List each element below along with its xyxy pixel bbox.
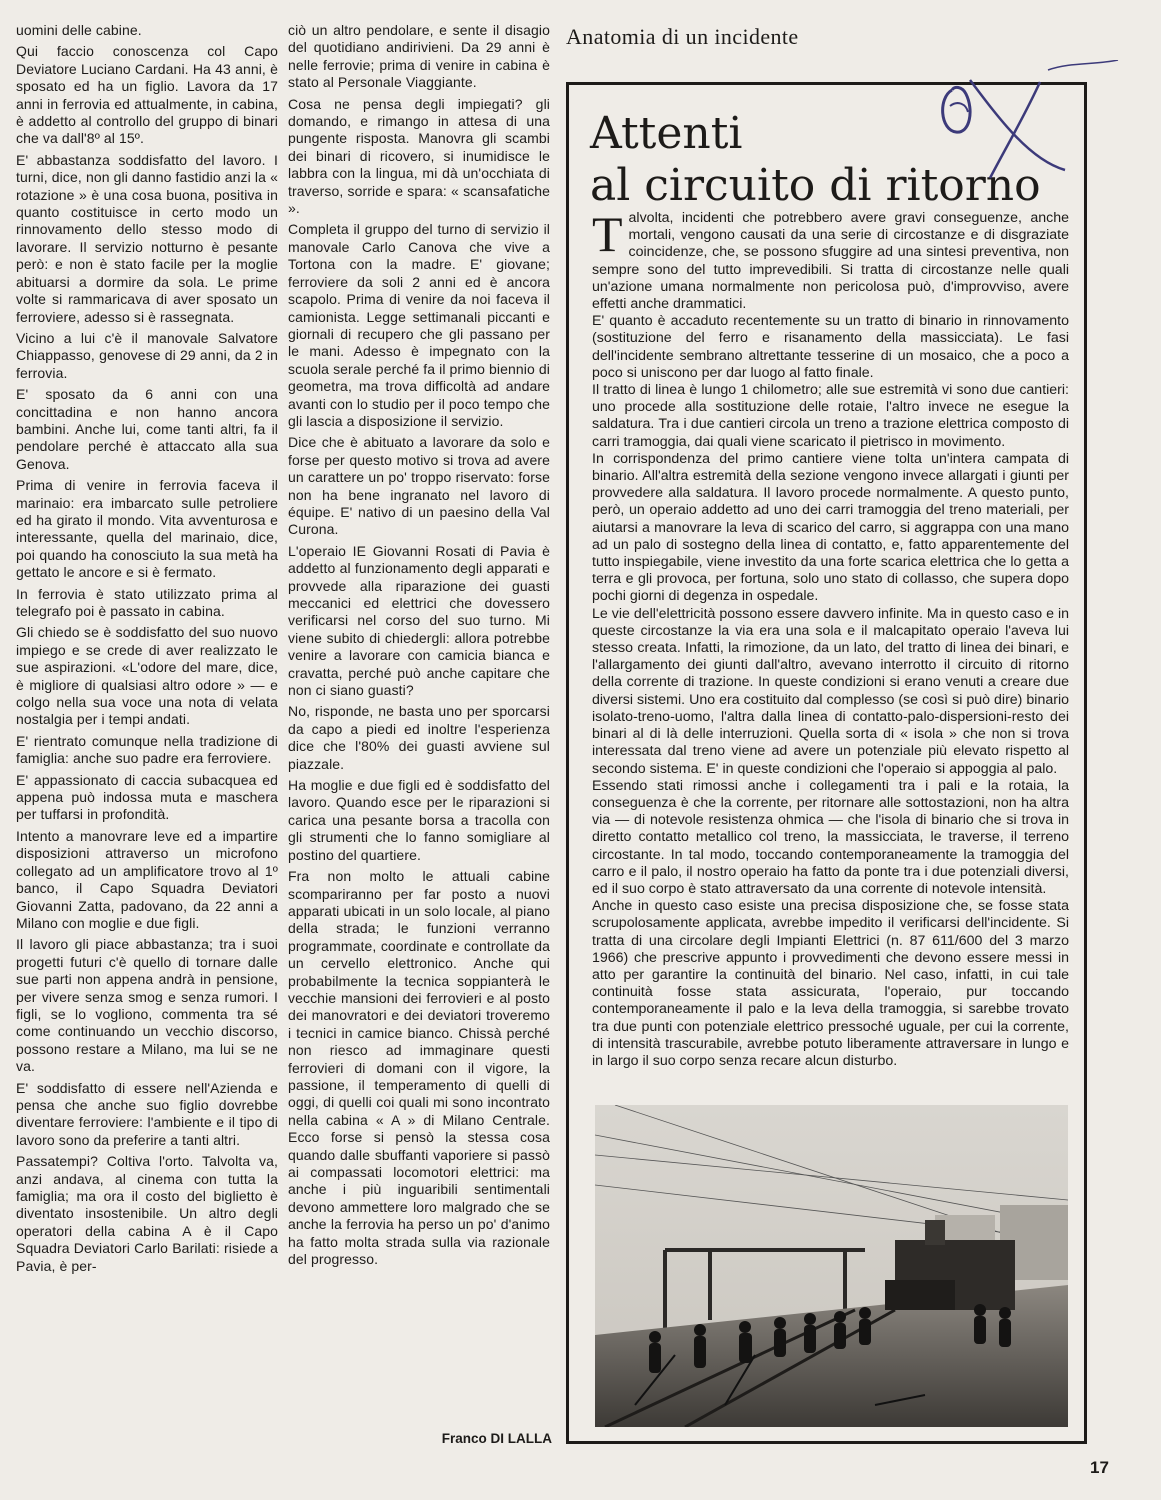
article-paragraph: Il tratto di linea è lungo 1 chilometro; alle sue estremità vi sono due cantieri: uno procede alla sostituzione delle rotaie, l'altro invece ne esegue la saldatura. Tra i due cantieri circola un treno a trazione elettrica composto di carri tramoggia, dai quali viene scaricato il pietrisco in movimento. [592,382,1069,450]
body-paragraph: Prima di venire in ferrovia faceva il marinaio: era imbarcato sulle petroliere ed ha girato il mondo. Vita avventurosa e interessante, quella del marinaio, dice, poi quando ha conosciuto la sua metà ha gettato le ancore e si è fermato. [16,477,278,581]
article-paragraph: E' quanto è accaduto recentemente su un tratto di binario in rinnovamento (sostituzione del ferro e risanamento della massicciata). Le fasi dell'incidente sembrano altrettante tesserine di un mosaico, che a poco a poco si uniscono per dar luogo al fatto finale. [592,313,1069,381]
body-paragraph: L'operaio IE Giovanni Rosati di Pavia è addetto al funzionamento degli apparati e provvede alla riparazione dei guasti meccanici ed elettrici che dovessero verificarsi nel corso del suo turno. Mi viene subito di chiedergli: allora potrebbe venire a lavorare con camicia bianca e cravatta, perché può anche capitare che non ci siano guasti? [288,542,550,699]
body-paragraph: Qui faccio conoscenza col Capo Deviatore Luciano Cardani. Ha 43 anni, è sposato ed ha un figlio. Lavora da 17 anni in ferrovia ed attualmente, in cabina, è addetto al controllo del gruppo di binari che va dall'8º al 15º. [16,43,278,147]
text-column-2 [288,22,550,1272]
headline-line-1: Attenti [590,108,743,159]
body-paragraph: E' rientrato comunque nella tradizione di famiglia: anche suo padre era ferroviere. [16,732,278,767]
article-paragraph: In corrispondenza del primo cantiere viene tolta un'intera campata di binario. All'altra estremità della sezione vengono invece allargati i giunti per provvedere alla saldatura. Il lavoro procede normalmente. A questo punto, però, un operaio addetto ad uno dei carri tramoggia del treno materiali, per aiutarsi a manovrare la leva di scarico del carro, si aggrappa con una mano ad un palo di sostegno della linea di contatto, e, fatto apparentemente del tutto inspiegabile, viene investito da una forte scarica elettrica che lo getta a terra e gli provoca, per fortuna, solo uno stato di collasso, che supera dopo pochi giorni di degenza in ospedale. [592,450,1069,605]
handwritten-mark [930,60,1120,180]
body-paragraph: Intento a manovrare leve ed a impartire disposizioni attraverso un microfono collegato ad un amplificatore trovo al 1º banco, il Capo Squadra Deviatori Giovanni Zatta, padovano, da 22 anni a Milano con moglie e due figli. [16,827,278,931]
body-paragraph: Fra non molto le attuali cabine scompariranno per far posto a nuovi apparati ubicati in un solo locale, al piano della strada; le funzioni verranno programmate, coordinate e controllate da un cervello elettronico. Anche qui probabilmente la tecnica soppianterà le vecchie mansioni dei ferrovieri e al posto dei manovratori e dei deviatori troveremo i tecnici in camice bianco. Chissà perché non riesco ad immaginare questi ferrovieri di domani con il vigore, la passione, il temperamento di quelli di oggi, di quelli coi quali mi sono incontrato nella cabina « A » di Milano Centrale. Ecco forse si pensò la stessa cosa quando dalle sbuffanti vaporiere si passò ai compassati locomotori elettrici: ma anche i più inguaribili sentimentali devono ammettere loro malgrado che se anche la ferrovia ha perso un po' d'animo ha fatto molta strada sulla via razionale del progresso. [288,868,550,1268]
body-paragraph: Il lavoro gli piace abbastanza; tra i suoi progetti futuri c'è quello di tornare dalle sue parti non appena andrà in pensione, per vivere senza smog e senza rumori. I figli, se lo vogliono, commenta tra sé come continuando un vecchio discorso, possono restare a Milano, ma lui se ne va. [16,936,278,1075]
byline: Franco DI LALLA [441,1431,552,1446]
photo-track-workers [595,1105,1068,1427]
svg-text:0: 0 [952,126,953,127]
body-paragraph: No, risponde, ne basta uno per sporcarsi da capo a piedi ed inoltre l'esperienza dice che l'80% dei guasti avviene sul piazzale. [288,703,550,772]
drop-cap: T [592,206,623,262]
body-paragraph: Dice che è abituato a lavorare da solo e forse per questo motivo si trova ad avere un carattere un po' troppo riservato: forse non ha bene ingranato nel lavoro di équipe. E' nativo di un paesino della Val Curona. [288,434,550,538]
body-paragraph: Passatempi? Coltiva l'orto. Talvolta va, anzi andava, al cinema con tutta la famiglia; ma ora il costo del biglietto è diventato insostenibile. Un altro degli operatori della cabina A è il Capo Squadra Deviatori Carlo Barilati: risiede a Pavia, è per- [16,1153,278,1274]
article-paragraph: Anche in questo caso esiste una precisa disposizione che, se fosse stata scrupolosamente applicata, avrebbe impedito il verificarsi dell'incidente. Si tratta di una circolare degli Impianti Elettrici (n. 87 611/600 del 3 marzo 1966) che prescrive appunto i provvedimenti che devono essere messi in atto per garantire la continuità del binario. Nel caso, infatti, in cui tale continuità fosse stata assicurata, l'operaio, pur toccando contemporaneamente il palo e la leva della tramoggia, si sarebbe trovato tra due punti con potenziale elettrico pressoché uguale, per cui la corrente, di intensità trascurabile, avrebbe potuto liberamente attraversare in lungo e in largo il suo corpo senza recare alcun disturbo. [592,898,1069,1069]
article-lead: alvolta, incidenti che potrebbero avere gravi conseguenze, anche mortali, vengono causati da una serie di circostanze e di disgraziate coincidenze, che, se possono sfuggire ad una sintesi preventiva, non sempre sono del tutto imprevedibili. Si tratta di circostanze nelle quali un'azione umana normalmente non pericolosa può, d'improvviso, avere effetti anche drammatici. [592,210,1069,313]
body-paragraph: Cosa ne pensa degli impiegati? gli domando, e rimango in attesa di una pungente risposta. Manovra gli scambi dei binari di ricovero, si inumidisce le labbra con la lingua, mi dà un'occhiata di traverso, sorride e spara: « scansafatiche ». [288,95,550,217]
body-paragraph: E' soddisfatto di essere nell'Azienda e pensa che anche suo figlio dovrebbe diventare ferroviere: l'ambiente e il tipo di lavoro sono da preferire a tanti altri. [16,1079,278,1148]
body-paragraph: Vicino a lui c'è il manovale Salvatore Chiappasso, genovese di 29 anni, da 2 in ferrovia. [16,329,278,381]
text-column-1 [16,22,278,1279]
body-paragraph: Gli chiedo se è soddisfatto del suo nuovo impiego e se crede di aver realizzato le sue aspirazioni. «L'odore del mare, dice, è migliore di qualsiasi altro odore » — e colgo nella sua voce una nota di velata nostalgia per i tempi andati. [16,624,278,728]
body-paragraph: uomini delle cabine. [16,22,142,38]
article-paragraph: Le vie dell'elettricità possono essere davvero infinite. Ma in questo caso e in queste circostanze la via era una sola e il malcapitato operaio l'aveva lui stesso creata. Infatti, la rimozione, da un lato, del tratto di linea dei binari, e l'allargamento dei giunti dall'altro, avevano interrotto il circuito di ritorno della corrente di trazione. In queste condizioni si erano venuti a creare due diversi sistemi. Uno era costituito dal complesso (se così si può dire) binario isolato-treno-uomo, l'altra dalla linea di contatto-palo-dispersioni-resto dei binari al di là delle interruzioni. Quella sorta di « isola » che non si trova interessata dal treno viene ad avere un potenziale più elevato rispetto al secondo sistema. E' in queste condizioni che l'operaio si appoggia al palo. [592,605,1069,777]
article-paragraph: Essendo stati rimossi anche i collegamenti tra i pali e la rotaia, la conseguenza è che la corrente, per ritornare alle sottostazioni, non ha altra via — di notevole resistenza ohmica — che l'isola di binario che si trova in diretto contatto metallico col treno, la massicciata, le traverse, il terreno circostante. In tal modo, toccando contemporaneamente la tramoggia del carro e il palo, il nostro operaio ha fatto da ponte tra i due potenziali diversi, ed il suo corpo è stato attraversato da una corrente di notevole intensità. [592,777,1069,897]
section-title: Anatomia di un incidente [566,24,799,49]
body-paragraph: Completa il gruppo del turno di servizio il manovale Carlo Canova che vive a Tortona con la madre. E' giovane; ferroviere da soli 2 anni ed è ancora scapolo. Prima di venire da noi faceva il camionista. Legge settimanali piccanti e giornali di recupero che gli passano per le mani. Adesso è impegnato con la scuola serale perché fa il primo biennio di geometra, ma trova difficoltà ad andare avanti con lo studio per il poco tempo che gli lascia a disposizione il servizio. [288,221,550,429]
headline-line-2: al circuito di ritorno [590,160,1041,211]
body-paragraph: Ha moglie e due figli ed è soddisfatto del lavoro. Quando esce per le riparazioni si carica una pesante borsa a tracolla con gli strumenti che lo fanno somigliare al postino del quartiere. [288,777,550,863]
page-number: 17 [1090,1458,1109,1477]
article-paragraph [592,206,1069,313]
body-paragraph: E' sposato da 6 anni con una concittadina e non hanno ancora bambini. Anche lui, come tanti altri, fa il pendolare perché è attaccato alla sua Genova. [16,386,278,472]
body-paragraph: E' appassionato di caccia subacquea ed appena può indossa muta e maschera per tuffarsi in profondità. [16,771,278,823]
article-body [592,206,1069,1070]
body-paragraph: E' abbastanza soddisfatto del lavoro. I turni, dice, non gli danno fastidio anzi la « rotazione » è una cosa buona, positiva in quanto costituisce in certo modo un rinnovamento dello stesso modo di lavorare. Il servizio notturno è pesante però: e non è stato facile per la moglie abituarsi a dormire da sola. Le prime volte si rammaricava di aver sposato un ferroviere, adesso si è rassegnata. [16,151,278,325]
body-paragraph: ciò un altro pendolare, e sente il disagio del quotidiano andirivieni. Da 29 anni è nelle ferrovie; prima di venire in cabina è stato al Personale Viaggiante. [288,22,550,91]
body-paragraph: In ferrovia è stato utilizzato prima al telegrafo poi è passato in cabina. [16,585,278,619]
